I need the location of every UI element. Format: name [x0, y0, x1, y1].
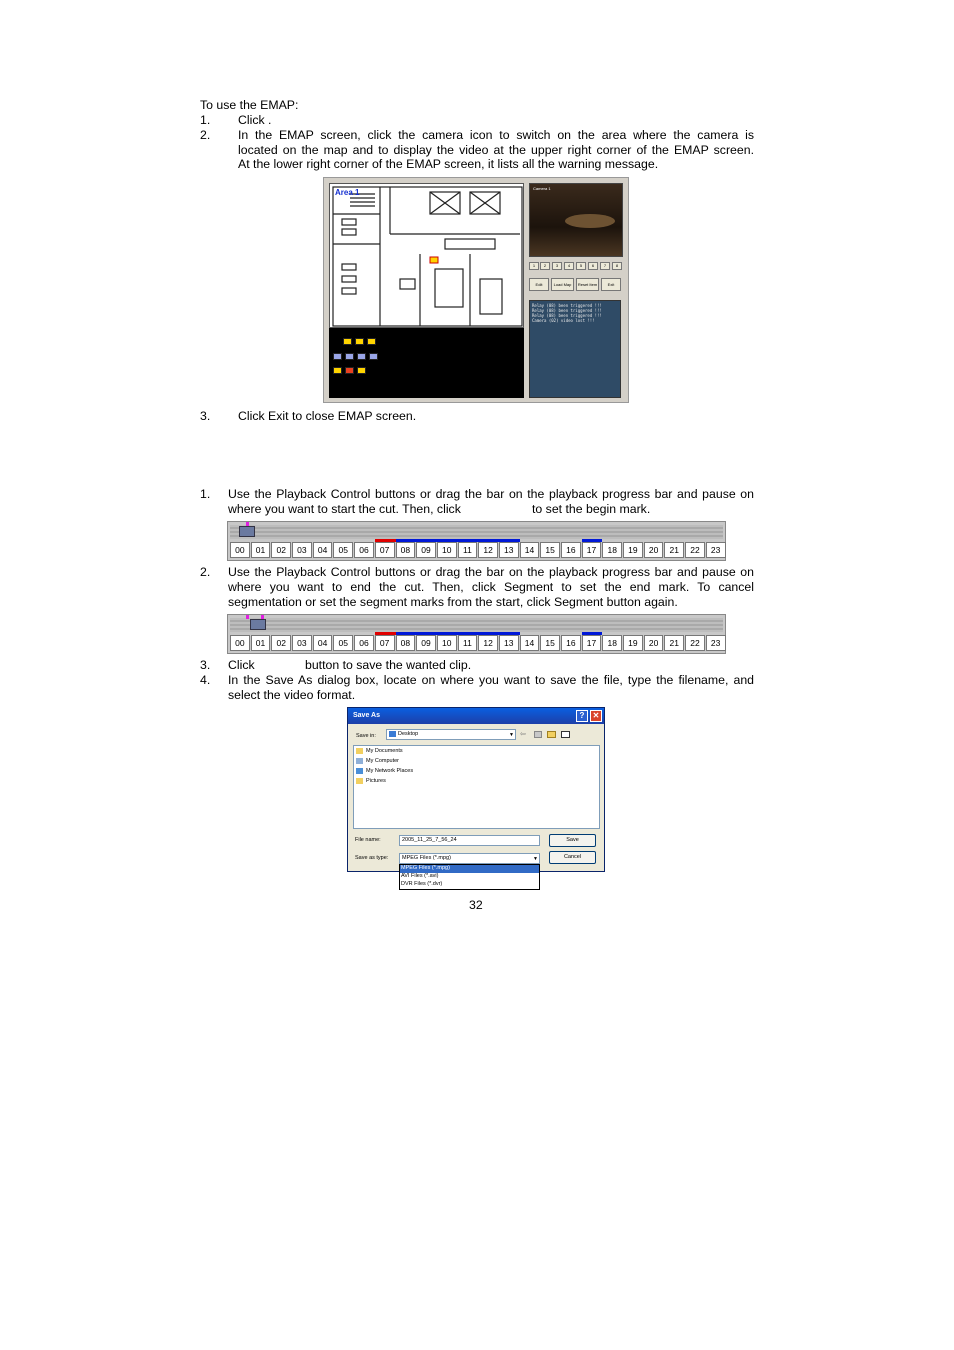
computer-icon — [356, 758, 363, 764]
channel-button-1[interactable]: 1 — [529, 262, 539, 270]
hour-cell[interactable]: 06 — [354, 635, 374, 651]
progress-track[interactable] — [230, 525, 723, 539]
hour-cells — [230, 635, 727, 653]
camera-icon[interactable] — [343, 338, 352, 345]
hour-cell[interactable]: 04 — [313, 635, 333, 651]
hour-cell[interactable]: 04 — [313, 542, 333, 558]
begin-mark-indicator — [246, 615, 249, 619]
hour-cell[interactable]: 12 — [478, 635, 498, 651]
cut-step-1-line-2b: to set the begin mark. — [532, 502, 651, 516]
page-number: 32 — [469, 898, 483, 912]
save-button[interactable]: Save — [549, 834, 596, 847]
floor-plan-drawing — [330, 184, 524, 328]
camera-icon[interactable] — [333, 353, 342, 360]
hour-cell[interactable]: 21 — [664, 635, 684, 651]
hour-cell[interactable]: 01 — [251, 542, 271, 558]
hour-cell[interactable]: 10 — [437, 635, 457, 651]
hour-cell[interactable]: 07 — [375, 542, 395, 558]
file-name-input[interactable]: 2005_11_25_7_56_24 — [399, 835, 540, 846]
hour-cell[interactable]: 09 — [416, 635, 436, 651]
log-line: Camera (02) video lost !!! — [532, 318, 595, 323]
cut-step-4-number: 4. — [200, 673, 211, 687]
emap-step-3-number: 3. — [200, 409, 211, 423]
hour-cell[interactable]: 01 — [251, 635, 271, 651]
save-in-select[interactable] — [386, 729, 516, 740]
hour-cell[interactable]: 22 — [685, 635, 705, 651]
emap-step-2-line-2: located on the map and to display the video at the upper right corner of the EMAP screen. — [238, 143, 754, 157]
channel-button-5[interactable]: 5 — [576, 262, 586, 270]
hour-cell[interactable]: 03 — [292, 542, 312, 558]
channel-button-8[interactable]: 8 — [612, 262, 622, 270]
camera-icon[interactable] — [367, 338, 376, 345]
playback-progress-bar-end[interactable] — [227, 614, 726, 654]
hour-cell[interactable]: 14 — [520, 635, 540, 651]
save-as-type-select[interactable] — [399, 853, 540, 864]
conference-table — [565, 214, 615, 228]
emap-video-view — [529, 183, 623, 257]
camera-icon[interactable] — [357, 367, 366, 374]
emap-camera-panel — [329, 328, 524, 398]
save-as-type-value: MPEG Files (*.mpg) — [402, 855, 451, 861]
cut-step-1-line-1: Use the Playback Control buttons or drag the bar on the playback progress bar and pause on — [228, 487, 754, 501]
dialog-title-bar — [348, 708, 604, 724]
hour-cell[interactable]: 18 — [602, 635, 622, 651]
hour-cell[interactable]: 12 — [478, 542, 498, 558]
help-button[interactable]: ? — [576, 710, 588, 722]
new-folder-icon[interactable] — [547, 731, 556, 738]
list-item[interactable]: My Computer — [354, 756, 599, 766]
video-caption: Camera 1 — [533, 186, 551, 191]
hour-cell[interactable]: 13 — [499, 542, 519, 558]
save-as-dialog — [347, 707, 605, 872]
hour-cell[interactable]: 02 — [271, 635, 291, 651]
save-in-label: Save in: — [356, 733, 376, 739]
chevron-down-icon: ▼ — [509, 732, 514, 738]
camera-icon[interactable] — [345, 367, 354, 374]
channel-button-7[interactable]: 7 — [600, 262, 610, 270]
hour-cell[interactable]: 02 — [271, 542, 291, 558]
cut-step-3-text-2: button to save the wanted clip. — [305, 658, 472, 672]
chevron-down-icon: ▼ — [533, 856, 538, 862]
load-map-button[interactable]: Load Map — [551, 278, 574, 291]
hour-cell[interactable]: 16 — [561, 635, 581, 651]
file-type-dropdown[interactable] — [399, 864, 540, 890]
log-line: Relay (08) been triggered !!! — [532, 313, 602, 318]
reset-item-button[interactable]: Reset Item — [576, 278, 599, 291]
channel-button-6[interactable]: 6 — [588, 262, 598, 270]
begin-mark-indicator — [246, 522, 249, 526]
cut-step-1-line-2: where you want to start the cut. Then, click — [228, 502, 461, 516]
dialog-title: Save As — [353, 712, 380, 719]
hour-cell[interactable]: 00 — [230, 635, 250, 651]
hour-cell[interactable]: 07 — [375, 635, 395, 651]
emap-floor-plan — [329, 183, 524, 328]
segment-begin-marker[interactable] — [239, 526, 255, 537]
file-list[interactable] — [353, 745, 600, 829]
list-item[interactable]: My Documents — [354, 746, 599, 756]
emap-step-2-line-1: In the EMAP screen, click the camera icon to switch on the area where the camera is — [238, 128, 754, 142]
hour-cell[interactable]: 23 — [706, 542, 726, 558]
hour-cell[interactable]: 08 — [396, 635, 416, 651]
end-mark-indicator — [261, 615, 264, 619]
cut-step-4-line-2: select the video format. — [228, 688, 356, 702]
emap-screenshot — [323, 177, 629, 403]
list-item[interactable]: My Network Places — [354, 766, 599, 776]
back-icon[interactable]: ⇦ — [520, 731, 526, 738]
cut-step-2-line-3: segmentation or set the segment marks from the start, click Segment button again. — [228, 595, 678, 609]
log-line: Relay (08) been triggered !!! — [532, 308, 602, 313]
hour-cell[interactable]: 19 — [623, 635, 643, 651]
hour-cell[interactable]: 14 — [520, 542, 540, 558]
cut-step-2-line-1: Use the Playback Control buttons or drag the bar on the playback progress bar and pause on — [228, 565, 754, 579]
dropdown-option[interactable]: DVR Files (*.dvr) — [401, 880, 443, 887]
cut-step-2-line-2: where you want to end the cut. Then, click Segment to set the end mark. To cancel — [228, 580, 754, 594]
folder-icon — [356, 748, 363, 754]
hour-cell[interactable]: 05 — [333, 635, 353, 651]
folder-icon — [356, 778, 363, 784]
playback-progress-bar-begin[interactable] — [227, 521, 726, 561]
hour-cell[interactable]: 23 — [706, 635, 726, 651]
cut-step-1-number: 1. — [200, 487, 211, 501]
hour-cell[interactable]: 21 — [664, 542, 684, 558]
edit-button[interactable]: Edit — [529, 278, 549, 291]
hour-cell[interactable]: 03 — [292, 635, 312, 651]
hour-cell[interactable]: 19 — [623, 542, 643, 558]
log-line: Relay (08) been triggered !!! — [532, 303, 602, 308]
camera-icon[interactable] — [345, 353, 354, 360]
cut-step-4-line-1: In the Save As dialog box, locate on where you want to save the file, type the filename, and — [228, 673, 754, 687]
camera-icon[interactable] — [357, 353, 366, 360]
camera-icon[interactable] — [333, 367, 342, 374]
hour-cell[interactable]: 10 — [437, 542, 457, 558]
dropdown-option[interactable]: MPEG Files (*.mpg) — [400, 865, 539, 873]
save-as-type-label: Save as type: — [355, 855, 389, 861]
hour-cell[interactable]: 18 — [602, 542, 622, 558]
hour-cell[interactable]: 15 — [540, 635, 560, 651]
hour-cell[interactable]: 09 — [416, 542, 436, 558]
channel-button-3[interactable]: 3 — [552, 262, 562, 270]
hour-cell[interactable]: 16 — [561, 542, 581, 558]
hour-cell[interactable]: 00 — [230, 542, 250, 558]
hour-cell[interactable]: 17 — [582, 542, 602, 558]
segment-end-marker[interactable] — [250, 619, 266, 630]
dropdown-option[interactable]: AVI Files (*.avi) — [401, 872, 439, 879]
hour-cell[interactable]: 20 — [644, 542, 664, 558]
close-button[interactable]: ✕ — [590, 710, 602, 722]
up-folder-icon[interactable] — [534, 731, 542, 738]
hour-cell[interactable]: 06 — [354, 542, 374, 558]
camera-icon[interactable] — [369, 353, 378, 360]
view-menu-icon[interactable] — [561, 731, 570, 738]
hour-cell[interactable]: 13 — [499, 635, 519, 651]
hour-cell[interactable]: 08 — [396, 542, 416, 558]
hour-cell[interactable]: 17 — [582, 635, 602, 651]
cut-step-3-number: 3. — [200, 658, 211, 672]
network-icon — [356, 768, 363, 774]
file-name-label: File name: — [355, 837, 381, 843]
emap-step-2-line-3: At the lower right corner of the EMAP screen, it lists all the warning message. — [238, 157, 659, 171]
cut-step-3-text: Click — [228, 658, 255, 672]
hour-cell[interactable]: 05 — [333, 542, 353, 558]
emap-step-1-number: 1. — [200, 113, 211, 127]
list-item[interactable]: Pictures — [354, 776, 599, 786]
hour-cell[interactable]: 11 — [458, 635, 478, 651]
emap-intro: To use the EMAP: — [200, 98, 299, 112]
emap-area-label: Area 1 — [335, 188, 360, 197]
cut-step-2-number: 2. — [200, 565, 211, 579]
hour-cells — [230, 542, 727, 560]
emap-step-2-number: 2. — [200, 128, 211, 142]
emap-step-1-text: Click . — [238, 113, 272, 127]
desktop-icon — [389, 731, 396, 737]
hour-cell[interactable]: 11 — [458, 542, 478, 558]
progress-track[interactable] — [230, 618, 723, 632]
camera-icon[interactable] — [355, 338, 364, 345]
hour-cell[interactable]: 22 — [685, 542, 705, 558]
save-in-value: Desktop — [398, 731, 419, 737]
warning-message-log — [529, 300, 621, 398]
hour-cell[interactable]: 15 — [540, 542, 560, 558]
channel-button-4[interactable]: 4 — [564, 262, 574, 270]
hour-cell[interactable]: 20 — [644, 635, 664, 651]
exit-button[interactable]: Exit — [601, 278, 621, 291]
cancel-button[interactable]: Cancel — [549, 851, 596, 864]
channel-button-2[interactable]: 2 — [540, 262, 550, 270]
emap-step-3-text: Click Exit to close EMAP screen. — [238, 409, 417, 423]
